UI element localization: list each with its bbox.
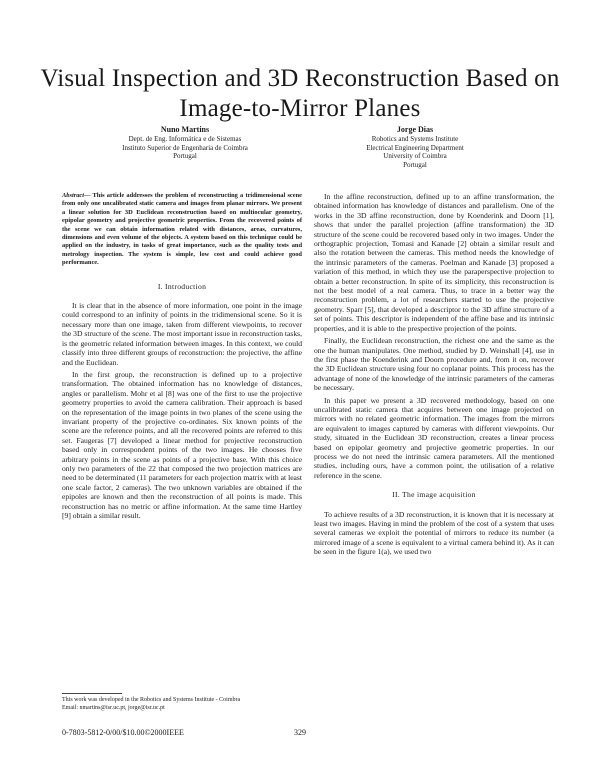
author-1-affiliation-line: Dept. de Eng. Informática e de Sistemas: [128, 135, 242, 143]
author-block: [60, 124, 540, 184]
footnote-rule: [62, 693, 122, 694]
body-paragraph: To achieve results of a 3D reconstruction, it is known that it is necessary at least two images. Having in mind the problem of the cost of a system that uses several cameras we exploit the potential of mirrors to reduce its number (a mirrored image of a scene is equivalent to a virtual camera behind it). As it can be seen in the figure 1(a), we used two: [314, 509, 554, 557]
body-paragraph: Finally, the Euclidean reconstruction, the richest one and the same as the one the human manipulates. One method, studied by D. Weinshall [4], use in the first phase the Koenderink and Doorn procedure and, from it on, recover the 3D Euclidean structure using four no coplanar points. This process has the advantage of none of the knowledge of the intrinsic parameters of the cameras be necessary.: [314, 336, 554, 393]
page-number: 329: [294, 728, 306, 737]
author-2-affiliation-line: Robotics and Systems Institute: [371, 135, 459, 143]
paper-title: Visual Inspection and 3D Reconstruction Based on Image-to-Mirror Planes: [40, 65, 560, 122]
abstract: Abstract— This article addresses the problem of reconstructing a tridimensional scene from only one uncalibrated static camera and images from planar mirrors. We present a linear solution for 3D Euclidean reconstruction based on multiocular geometry, epipolar geometry and projective geometric properties. From the recovered points of the scene we can obtain information related with distances, areas, curvatures, dimensions and even volume of the objects. A system based on this technique could be applied on the industry, in tasks of great importance, such as the quality tests and metrology inspection. The system is simple, low cost and could achieve good performance.: [62, 192, 302, 267]
right-column: [314, 192, 554, 560]
author-1: [60, 124, 310, 161]
author-2-affiliation-line: Portugal: [403, 160, 427, 169]
copyright-code: 0-7803-5812-0/00/$10.00©2000IEEE: [62, 728, 184, 737]
author-2-affiliation-line: Electrical Engineering Department: [366, 143, 464, 152]
section-heading-image-acquisition: II. The image acquisition: [392, 490, 476, 500]
body-paragraph: It is clear that in the absence of more information, one point in the image could correspond to an infinity of points in the tridimensional scene. So it is necessary more than one image, taken from different viewpoints, to recover the 3D structure of the scene. The most important issue in reconstruction tasks, is the geometric related information between images. In this context, we could classify into three different groups of reconstruction: the projective, the affine and the Euclidean.: [62, 301, 302, 367]
author-2-affiliation-line: University of Coimbra: [383, 152, 447, 160]
abstract-text: This article addresses the problem of reconstructing a tridimensional scene from only one uncalibrated static camera and images from planar mirrors. We present a linear solution for 3D Euclidean reconstruction based on multiocular geometry, epipolar geometry and projective geometric properties. From the recovered points of the scene we can obtain information related with distances, areas, curvatures, dimensions and even volume of the objects. A system based on this technique could be applied on the industry, in tasks of great importance, such as the quality tests and metrology inspection. The system is simple, low cost and could achieve good performance.: [62, 192, 302, 267]
left-column: [62, 192, 302, 523]
body-paragraph: In this paper we present a 3D recovered methodology, based on one uncalibrated static camera that acquires between one image projected on mirrors with no related geometric information. The images from the mirrors are equivalent to images captured by cameras with different viewpoints. Our study, situated in the Euclidean 3D reconstruction, creates a linear process based on epipolar geometry and projective geometric properties. In our process we do not need the intrinsic camera parameters. All the mentioned studies, including ours, have a common point, the utilisation of a relative reference in the scene.: [314, 395, 554, 480]
author-1-affiliation-line: Portugal: [173, 152, 197, 160]
body-paragraph: In the first group, the reconstruction is defined up to a projective transformation. The obtained information has no knowledge of distances, angles or parallelism. Mohr et al [8] was one of the first to use the projective geometry properties to avoid the camera calibration. Their approach is based on the representation of the image points in two planes of the scene using the invariant property of the projective co-ordinates. Six known points of the scene are the reference points, and all the recovered points are referred to this set. Faugeras [7] developed a linear method for projective reconstruction based only in correspondent points of the two images. He chooses five arbitrary points in the scene as points of a projective base. With this choice only two parameters of the 22 that composed the two projection matrices are need to be determinated (11 parameters for each projection matrix with at least one scale factor, 2 cameras). The two unknown variables are obtained if the epipoles are known and then the reconstruction of all points is made. This reconstruction has no metric or affine information. At the same time Hartley [9] obtain a similar result.: [62, 369, 302, 520]
body-paragraph: In the affine reconstruction, defined up to an affine transformation, the obtained information has knowledge of distances and parallelism. One of the works in the 3D affine reconstruction, done by Koenderink and Doorn [1], shows that under the parallel projection (affine transformation) the 3D structure of the scene could be recovered based only in two images. Under the orthographic projection, Tomasi and Kanade [2] obtain a similar result and also the rotation between the cameras. This method needs the knowledge of the intrinsic parameters of the cameras. Poelman and Kanade [3] proposed a variation of this method, in which they use the paraperspective projection to obtain a better reconstruction. In spite of its simplicity, this reconstruction is not the best model of a real camera. Thus, to trace in a better way the reconstruction problem, a lot of researchers started to use the projective geometry. Sparr [5], that developed a descriptor to the 3D affine structure of a set of points. This descriptor is independent of the affine base and its intrinsic properties, and it is able to the prespective projection of the points.: [314, 192, 554, 333]
section-heading-introduction: I. Introduction: [157, 281, 207, 291]
author-1-affiliation-line: Instituto Superior de Engenharia de Coimbra: [122, 143, 248, 152]
author-1-name: Nuno Martins: [160, 125, 210, 134]
abstract-label: Abstract: [62, 192, 85, 199]
footnote: [62, 693, 302, 712]
author-2-name: Jorge Dias: [396, 125, 434, 134]
author-2: [290, 124, 540, 169]
footnote-line: This work was developed in the Robotics and Systems Institute - Coimbra: [62, 697, 241, 703]
footnote-line: Email: nmartins@isr.uc.pt, jorge@isr.uc.pt: [62, 704, 165, 711]
